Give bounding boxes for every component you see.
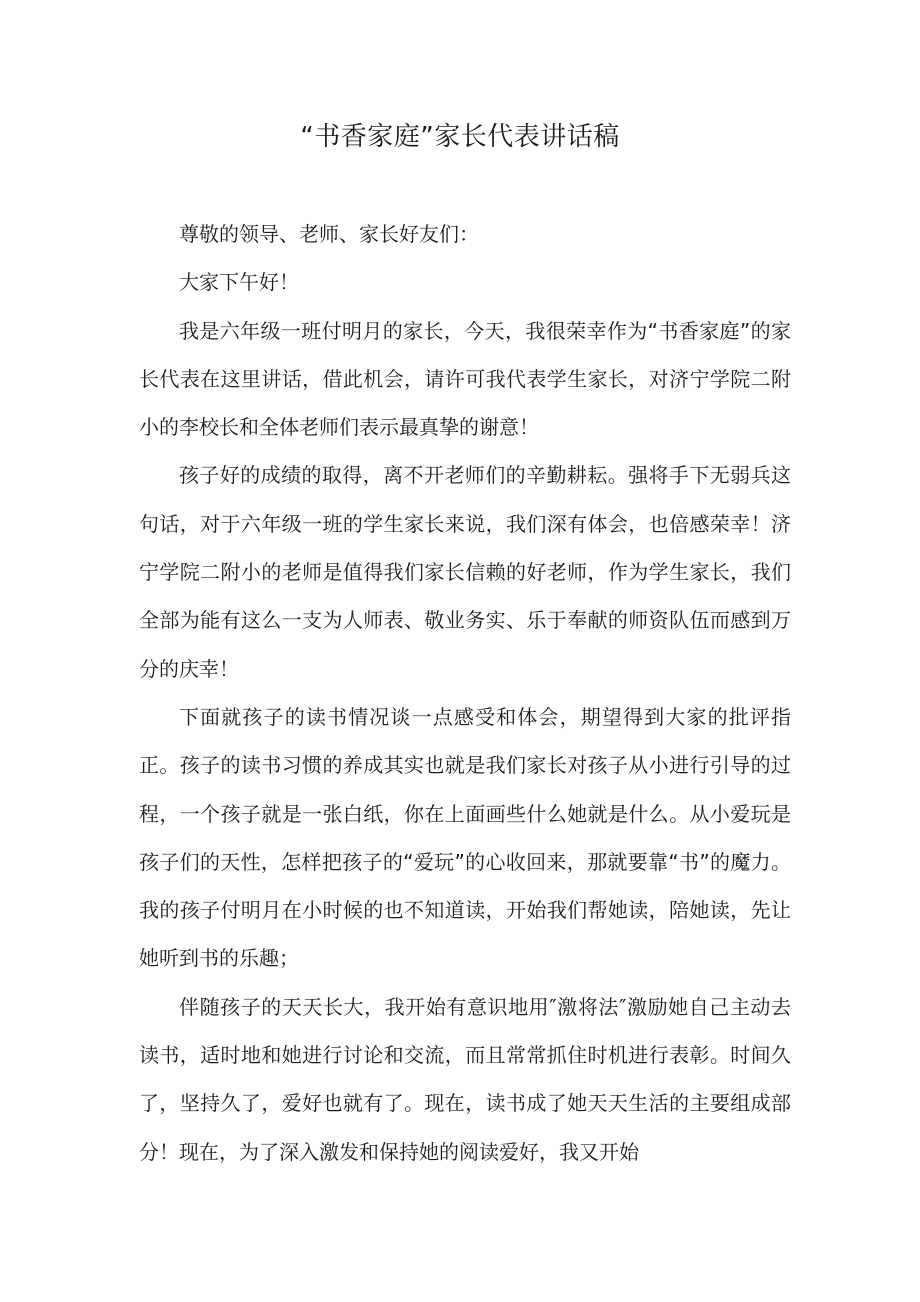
paragraph-growth: 伴随孩子的天天长大，我开始有意识地用″激将法″激励她自己主动去读书，适时地和她进行讨论和交流，而且常常抓住时机进行表彰。时间久了，坚持久了，爱好也就有了。现在，读书成了她天天生活的主要组成部分！现在，为了深入激发和保持她的阅读爱好，我又开始 xyxy=(139,994,791,1164)
document-body xyxy=(139,210,791,1176)
paragraph-teachers: 孩子好的成绩的取得，离不开老师们的辛勤耕耘。强将手下无弱兵这句话，对于六年级一班的学生家长来说，我们深有体会，也倍感荣幸！济宁学院二附小的老师是值得我们家长信赖的好老师，作为学生家长，我们全部为能有这么一支为人师表、敬业务实、乐于奉献的师资队伍而感到万分的庆幸！ xyxy=(139,463,791,681)
paragraph-greeting: 尊敬的领导、老师、家长好友们： xyxy=(179,222,479,246)
document-title: “书香家庭”家长代表讲话稿 xyxy=(300,122,620,152)
paragraph-introduction: 我是六年级一班付明月的家长，今天，我很荣幸作为“书香家庭”的家长代表在这里讲话，借此机会，请许可我代表学生家长，对济宁学院二附小的李校长和全体老师们表示最真挚的谢意！ xyxy=(139,318,791,440)
paragraph-salutation: 大家下午好！ xyxy=(179,270,299,295)
paragraph-reading-habits: 下面就孩子的读书情况谈一点感受和体会，期望得到大家的批评指正。孩子的读书习惯的养成其实也就是我们家长对孩子从小进行引导的过程，一个孩子就是一张白纸，你在上面画些什么她就是什么。从小爱玩是孩子们的天性，怎样把孩子的“爱玩”的心收回来，那就要靠“书”的魔力。我的孩子付明月在小时候的也不知道读，开始我们帮她读，陪她读，先让她听到书的乐趣； xyxy=(139,704,791,971)
